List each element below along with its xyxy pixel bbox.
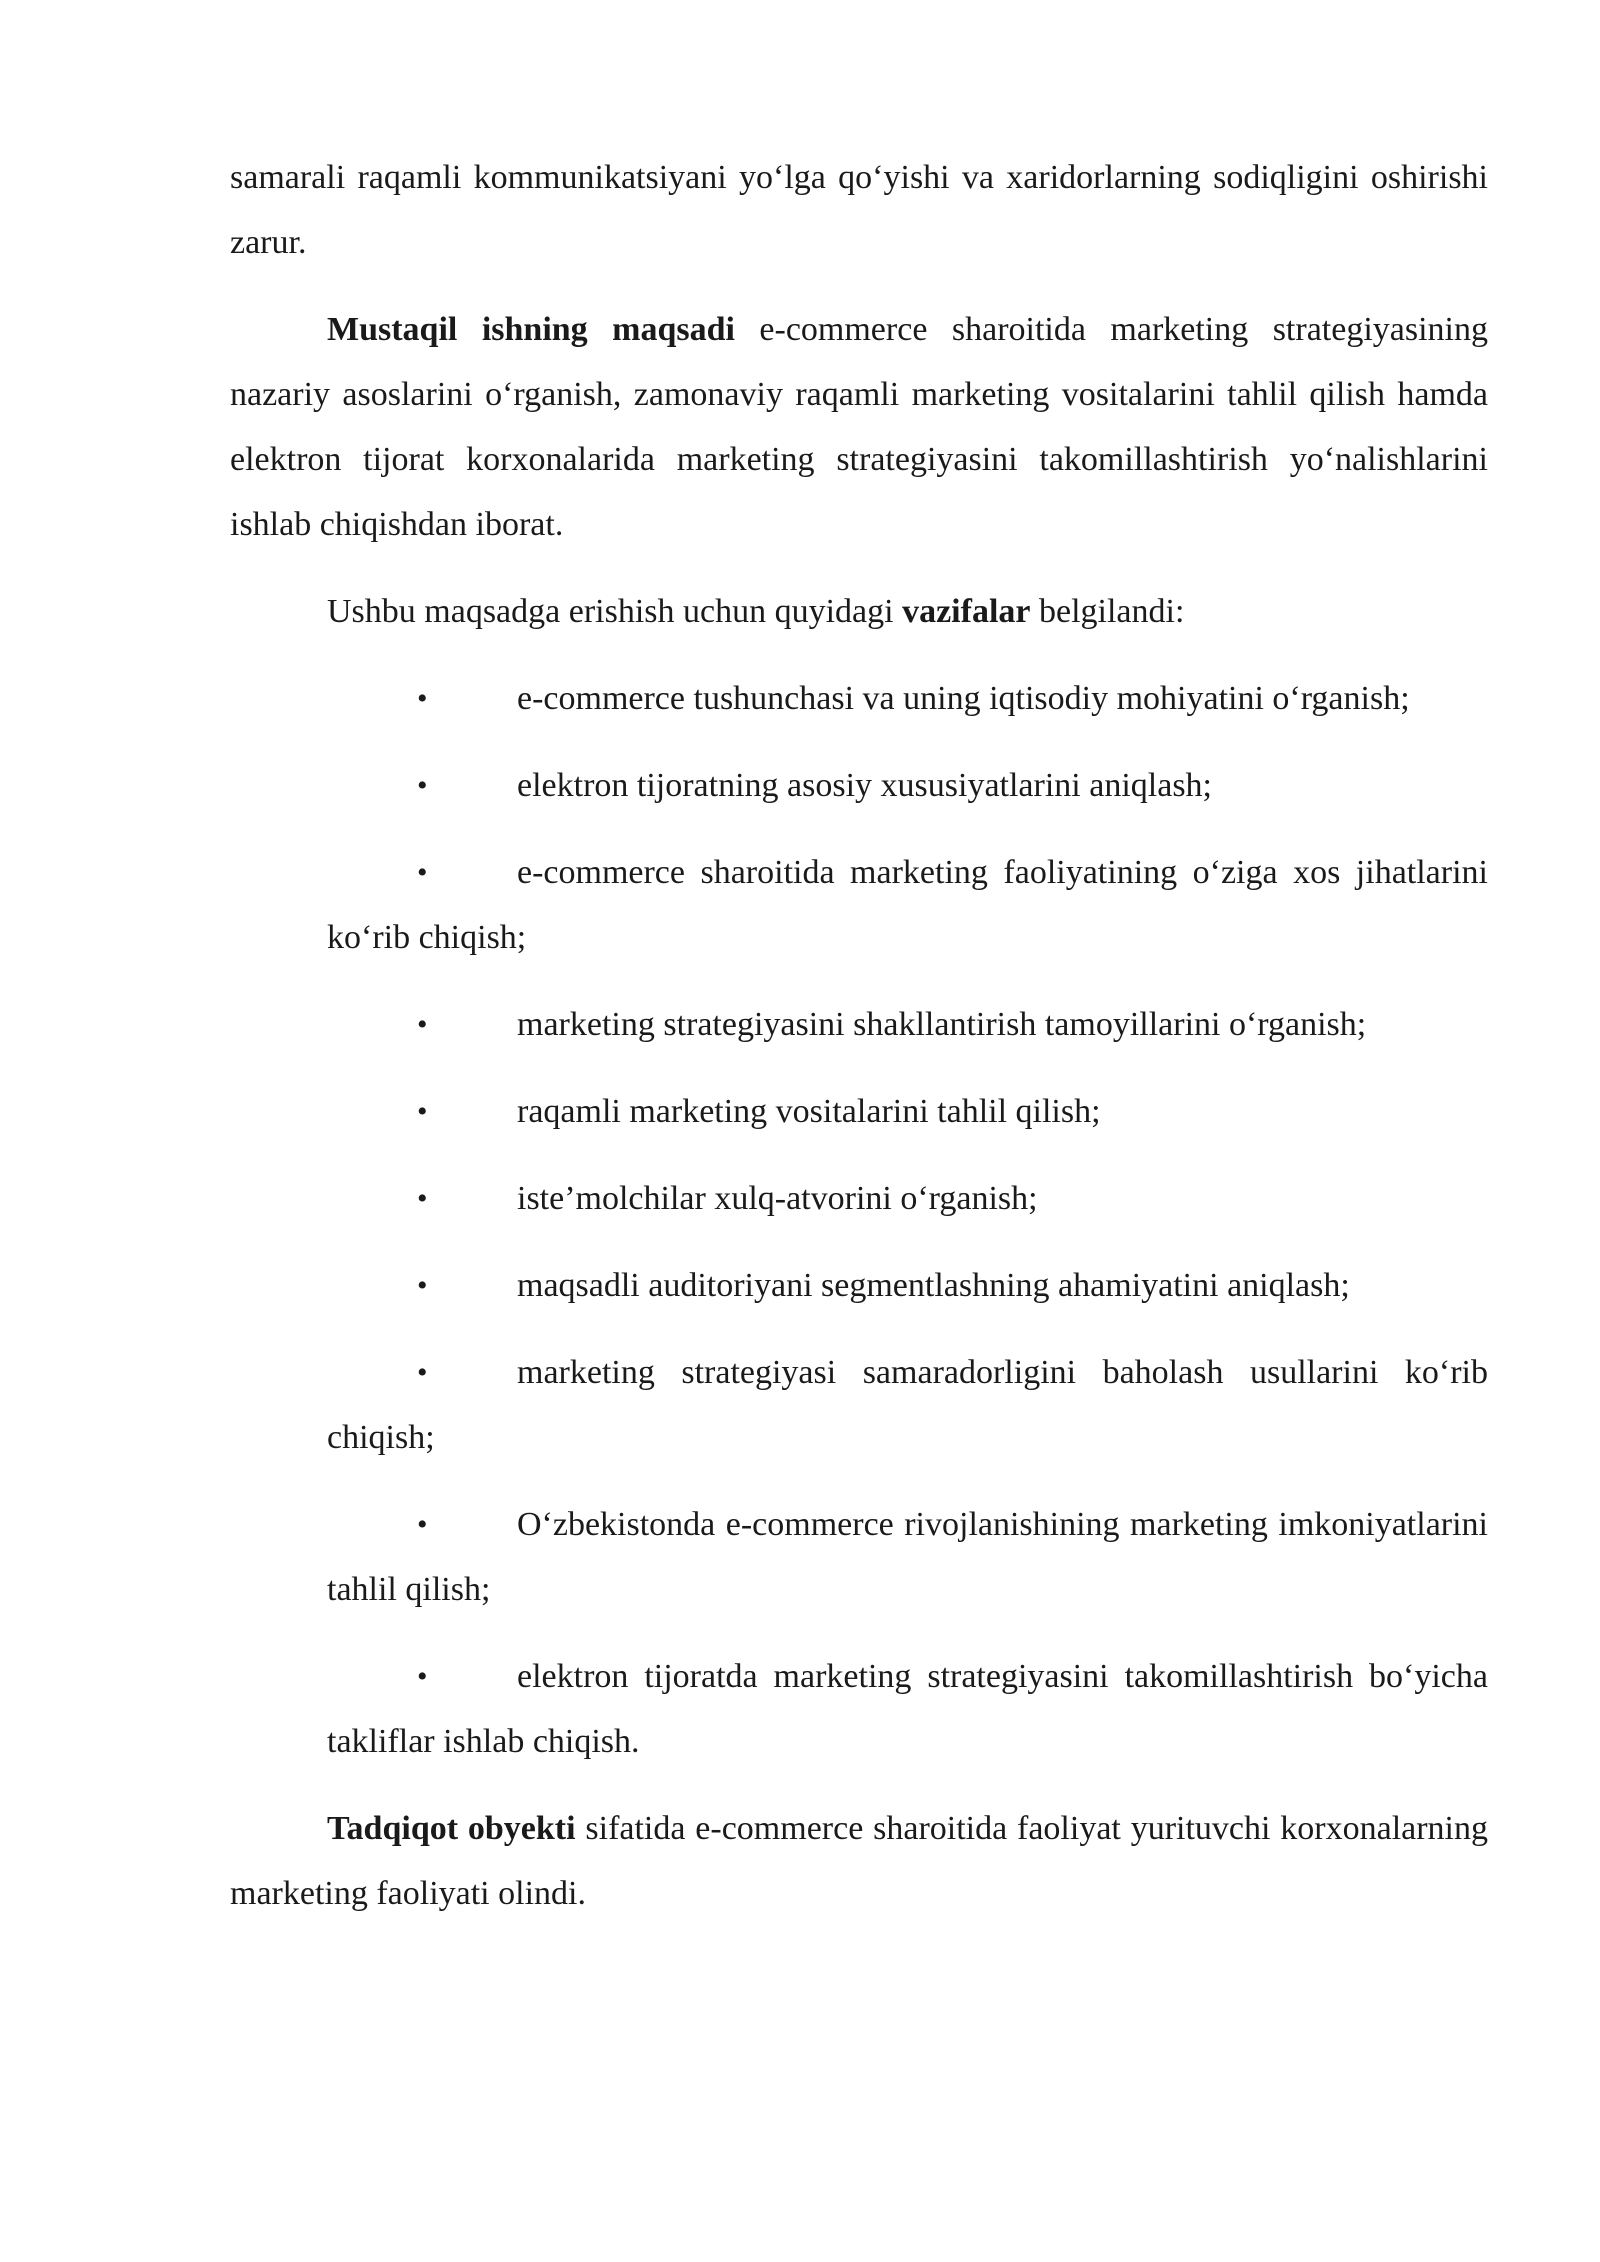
- task-text: marketing strategiyasi samaradorligini baholash usullarini ko‘rib chiqish;: [327, 1354, 1488, 1456]
- object-label: Tadqiqot obyekti: [327, 1810, 576, 1847]
- list-item: [327, 666, 1488, 731]
- bullet-icon: •: [417, 1095, 428, 1128]
- task-text: O‘zbekistonda e-commerce rivojlanishining marketing imkoniyatlarini tahlil qilish;: [327, 1506, 1488, 1608]
- bullet-icon: •: [417, 1508, 428, 1541]
- tasks-intro-paragraph: [230, 579, 1488, 644]
- list-item: [327, 1340, 1488, 1470]
- list-item: [327, 1644, 1488, 1774]
- tasks-list: [327, 666, 1488, 1774]
- object-text: sifatida e-commerce sharoitida faoliyat yurituvchi korxonalarning marketing faoliyati olindi.: [230, 1810, 1488, 1912]
- tasks-intro-bold: vazifalar: [902, 593, 1031, 630]
- list-item: [327, 753, 1488, 818]
- list-item: [327, 1166, 1488, 1231]
- task-text: elektron tijoratning asosiy xususiyatlarini aniqlash;: [517, 767, 1212, 804]
- goal-label: Mustaqil ishning maqsadi: [327, 311, 735, 348]
- bullet-icon: •: [417, 1269, 428, 1302]
- tasks-intro-before: Ushbu maqsadga erishish uchun quyidagi: [327, 593, 903, 630]
- tasks-intro-after: belgilandi:: [1030, 593, 1185, 630]
- bullet-icon: •: [417, 682, 428, 715]
- task-text: e-commerce tushunchasi va uning iqtisodiy mohiyatini o‘rganish;: [517, 680, 1410, 717]
- list-item: [327, 992, 1488, 1057]
- intro-continuation-paragraph: samarali raqamli kommunikatsiyani yo‘lga qo‘yishi va xaridorlarning sodiqligini oshirishi zarur.: [230, 159, 1488, 261]
- bullet-icon: •: [417, 1008, 428, 1041]
- task-text: iste’molchilar xulq-atvorini o‘rganish;: [517, 1180, 1038, 1217]
- bullet-icon: •: [417, 769, 428, 802]
- object-paragraph: [230, 1796, 1488, 1926]
- list-item: [327, 1253, 1488, 1318]
- bullet-icon: •: [417, 1356, 428, 1389]
- list-item: [327, 1079, 1488, 1144]
- task-text: e-commerce sharoitida marketing faoliyatining o‘ziga xos jihatlarini ko‘rib chiqish;: [327, 854, 1488, 956]
- document-body: [230, 145, 1488, 1948]
- list-item: [327, 1492, 1488, 1622]
- bullet-icon: •: [417, 1182, 428, 1215]
- task-text: elektron tijoratda marketing strategiyasini takomillashtirish bo‘yicha takliflar ishlab chiqish.: [327, 1658, 1488, 1760]
- goal-text: e-commerce sharoitida marketing strategiyasining nazariy asoslarini o‘rganish, zamonaviy raqamli marketing vositalarini tahlil qilish hamda elektron tijorat korxonalarida marketing strategiyasini takomillashtirish yo‘nalishlarini ishlab chiqishdan iborat.: [230, 311, 1488, 543]
- goal-paragraph: [230, 297, 1488, 557]
- bullet-icon: •: [417, 1660, 428, 1693]
- task-text: raqamli marketing vositalarini tahlil qilish;: [517, 1093, 1101, 1130]
- bullet-icon: •: [417, 856, 428, 889]
- task-text: marketing strategiyasini shakllantirish tamoyillarini o‘rganish;: [517, 1006, 1367, 1043]
- list-item: [327, 840, 1488, 970]
- task-text: maqsadli auditoriyani segmentlashning ahamiyatini aniqlash;: [517, 1267, 1350, 1304]
